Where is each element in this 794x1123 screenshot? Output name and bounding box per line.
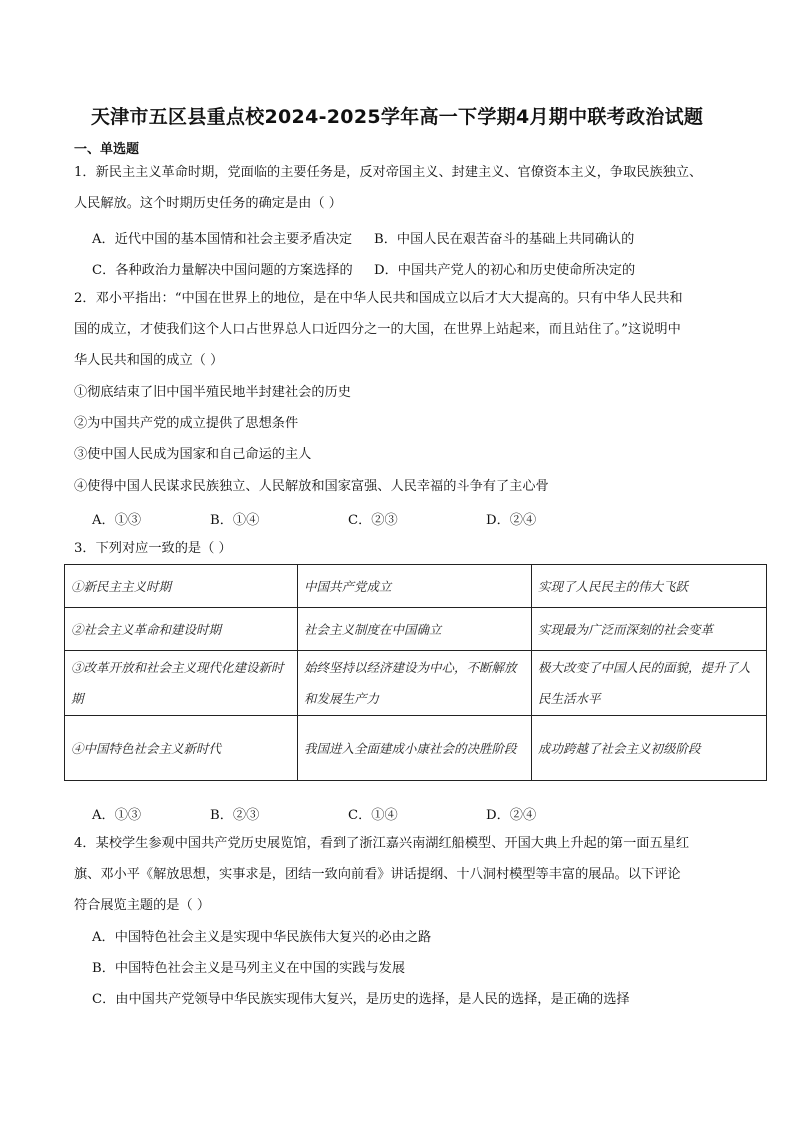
q4-stem-line1: 4．某校学生参观中国共产党历史展览馆，看到了浙江嘉兴南湖红船模型、开国大典上升起的第一面五星红 — [74, 836, 690, 851]
q2-item-4: ④使得中国人民谋求民族独立、人民解放和国家富强、人民幸福的斗争有了主心骨 — [74, 479, 549, 494]
q2-item-2: ②为中国共产党的成立提供了思想条件 — [74, 416, 299, 431]
q2-stem-line1: 2．邓小平指出：“中国在世界上的地位，是在中华人民共和国成立以后才大大提高的。只有中华人民共和 — [74, 291, 683, 306]
table-cell: 我国进入全面建成小康社会的决胜阶段 — [298, 716, 532, 781]
table-row — [65, 716, 767, 781]
table-cell: 成功跨越了社会主义初级阶段 — [532, 716, 767, 781]
table-row — [65, 565, 767, 608]
q2-option-c[interactable]: C．②③ — [348, 513, 398, 528]
table-row — [65, 608, 767, 651]
q2-option-a[interactable]: A．①③ — [92, 513, 142, 528]
q4-option-c[interactable]: C．由中国共产党领导中华民族实现伟大复兴，是历史的选择，是人民的选择，是正确的选择 — [92, 992, 630, 1007]
table-cell: ①新民主主义时期 — [65, 565, 298, 608]
q3-option-b[interactable]: B．②③ — [210, 808, 260, 823]
q1-stem-line2: 人民解放。这个时期历史任务的确定是由（ ） — [74, 196, 342, 211]
q3-option-c[interactable]: C．①④ — [348, 808, 398, 823]
q3-table — [64, 564, 767, 781]
table-row — [65, 651, 767, 716]
exam-title: 天津市五区县重点校2024-2025学年高一下学期4月期中联考政治试题 — [90, 106, 704, 128]
table-cell: 始终坚持以经济建设为中心，不断解放和发展生产力 — [298, 651, 532, 716]
q4-option-b[interactable]: B．中国特色社会主义是马列主义在中国的实践与发展 — [92, 961, 406, 976]
table-cell: 社会主义制度在中国确立 — [298, 608, 532, 651]
table-cell: ③改革开放和社会主义现代化建设新时期 — [65, 651, 298, 716]
section-heading: 一、单选题 — [74, 142, 140, 157]
table-cell: 实现了人民民主的伟大飞跃 — [532, 565, 767, 608]
table-cell: 中国共产党成立 — [298, 565, 532, 608]
table-cell: ②社会主义革命和建设时期 — [65, 608, 298, 651]
q2-item-1: ①彻底结束了旧中国半殖民地半封建社会的历史 — [74, 385, 351, 400]
q3-option-a[interactable]: A．①③ — [92, 808, 142, 823]
q4-stem-line2: 旗、邓小平《解放思想，实事求是，团结一致向前看》讲话提纲、十八洞村模型等丰富的展品。以下评论 — [74, 867, 681, 882]
q1-option-b[interactable]: B．中国人民在艰苦奋斗的基础上共同确认的 — [374, 232, 635, 247]
table-cell: 极大改变了中国人民的面貌，提升了人民生活水平 — [532, 651, 767, 716]
q3-option-d[interactable]: D．②④ — [486, 808, 537, 823]
q4-option-a[interactable]: A．中国特色社会主义是实现中华民族伟大复兴的必由之路 — [92, 930, 432, 945]
q1-option-d[interactable]: D．中国共产党人的初心和历史使命所决定的 — [374, 263, 636, 278]
q4-stem-line3: 符合展览主题的是（ ） — [74, 898, 211, 913]
q1-option-c[interactable]: C．各种政治力量解决中国问题的方案选择的 — [92, 263, 353, 278]
q2-stem-line2: 国的成立，才使我们这个人口占世界总人口近四分之一的大国，在世界上站起来，而且站住了。”这说明中 — [74, 322, 681, 337]
q1-stem-line1: 1．新民主主义革命时期，党面临的主要任务是，反对帝国主义、封建主义、官僚资本主义，争取民族独立、 — [74, 165, 703, 180]
q3-stem: 3．下列对应一致的是（ ） — [74, 541, 232, 556]
q2-item-3: ③使中国人民成为国家和自己命运的主人 — [74, 447, 312, 462]
q1-option-a[interactable]: A．近代中国的基本国情和社会主要矛盾决定 — [92, 232, 353, 247]
q2-option-b[interactable]: B．①④ — [210, 513, 260, 528]
table-cell: ④中国特色社会主义新时代 — [65, 716, 298, 781]
q2-stem-line3: 华人民共和国的成立（ ） — [74, 353, 224, 368]
table-cell: 实现最为广泛而深刻的社会变革 — [532, 608, 767, 651]
q2-option-d[interactable]: D．②④ — [486, 513, 537, 528]
